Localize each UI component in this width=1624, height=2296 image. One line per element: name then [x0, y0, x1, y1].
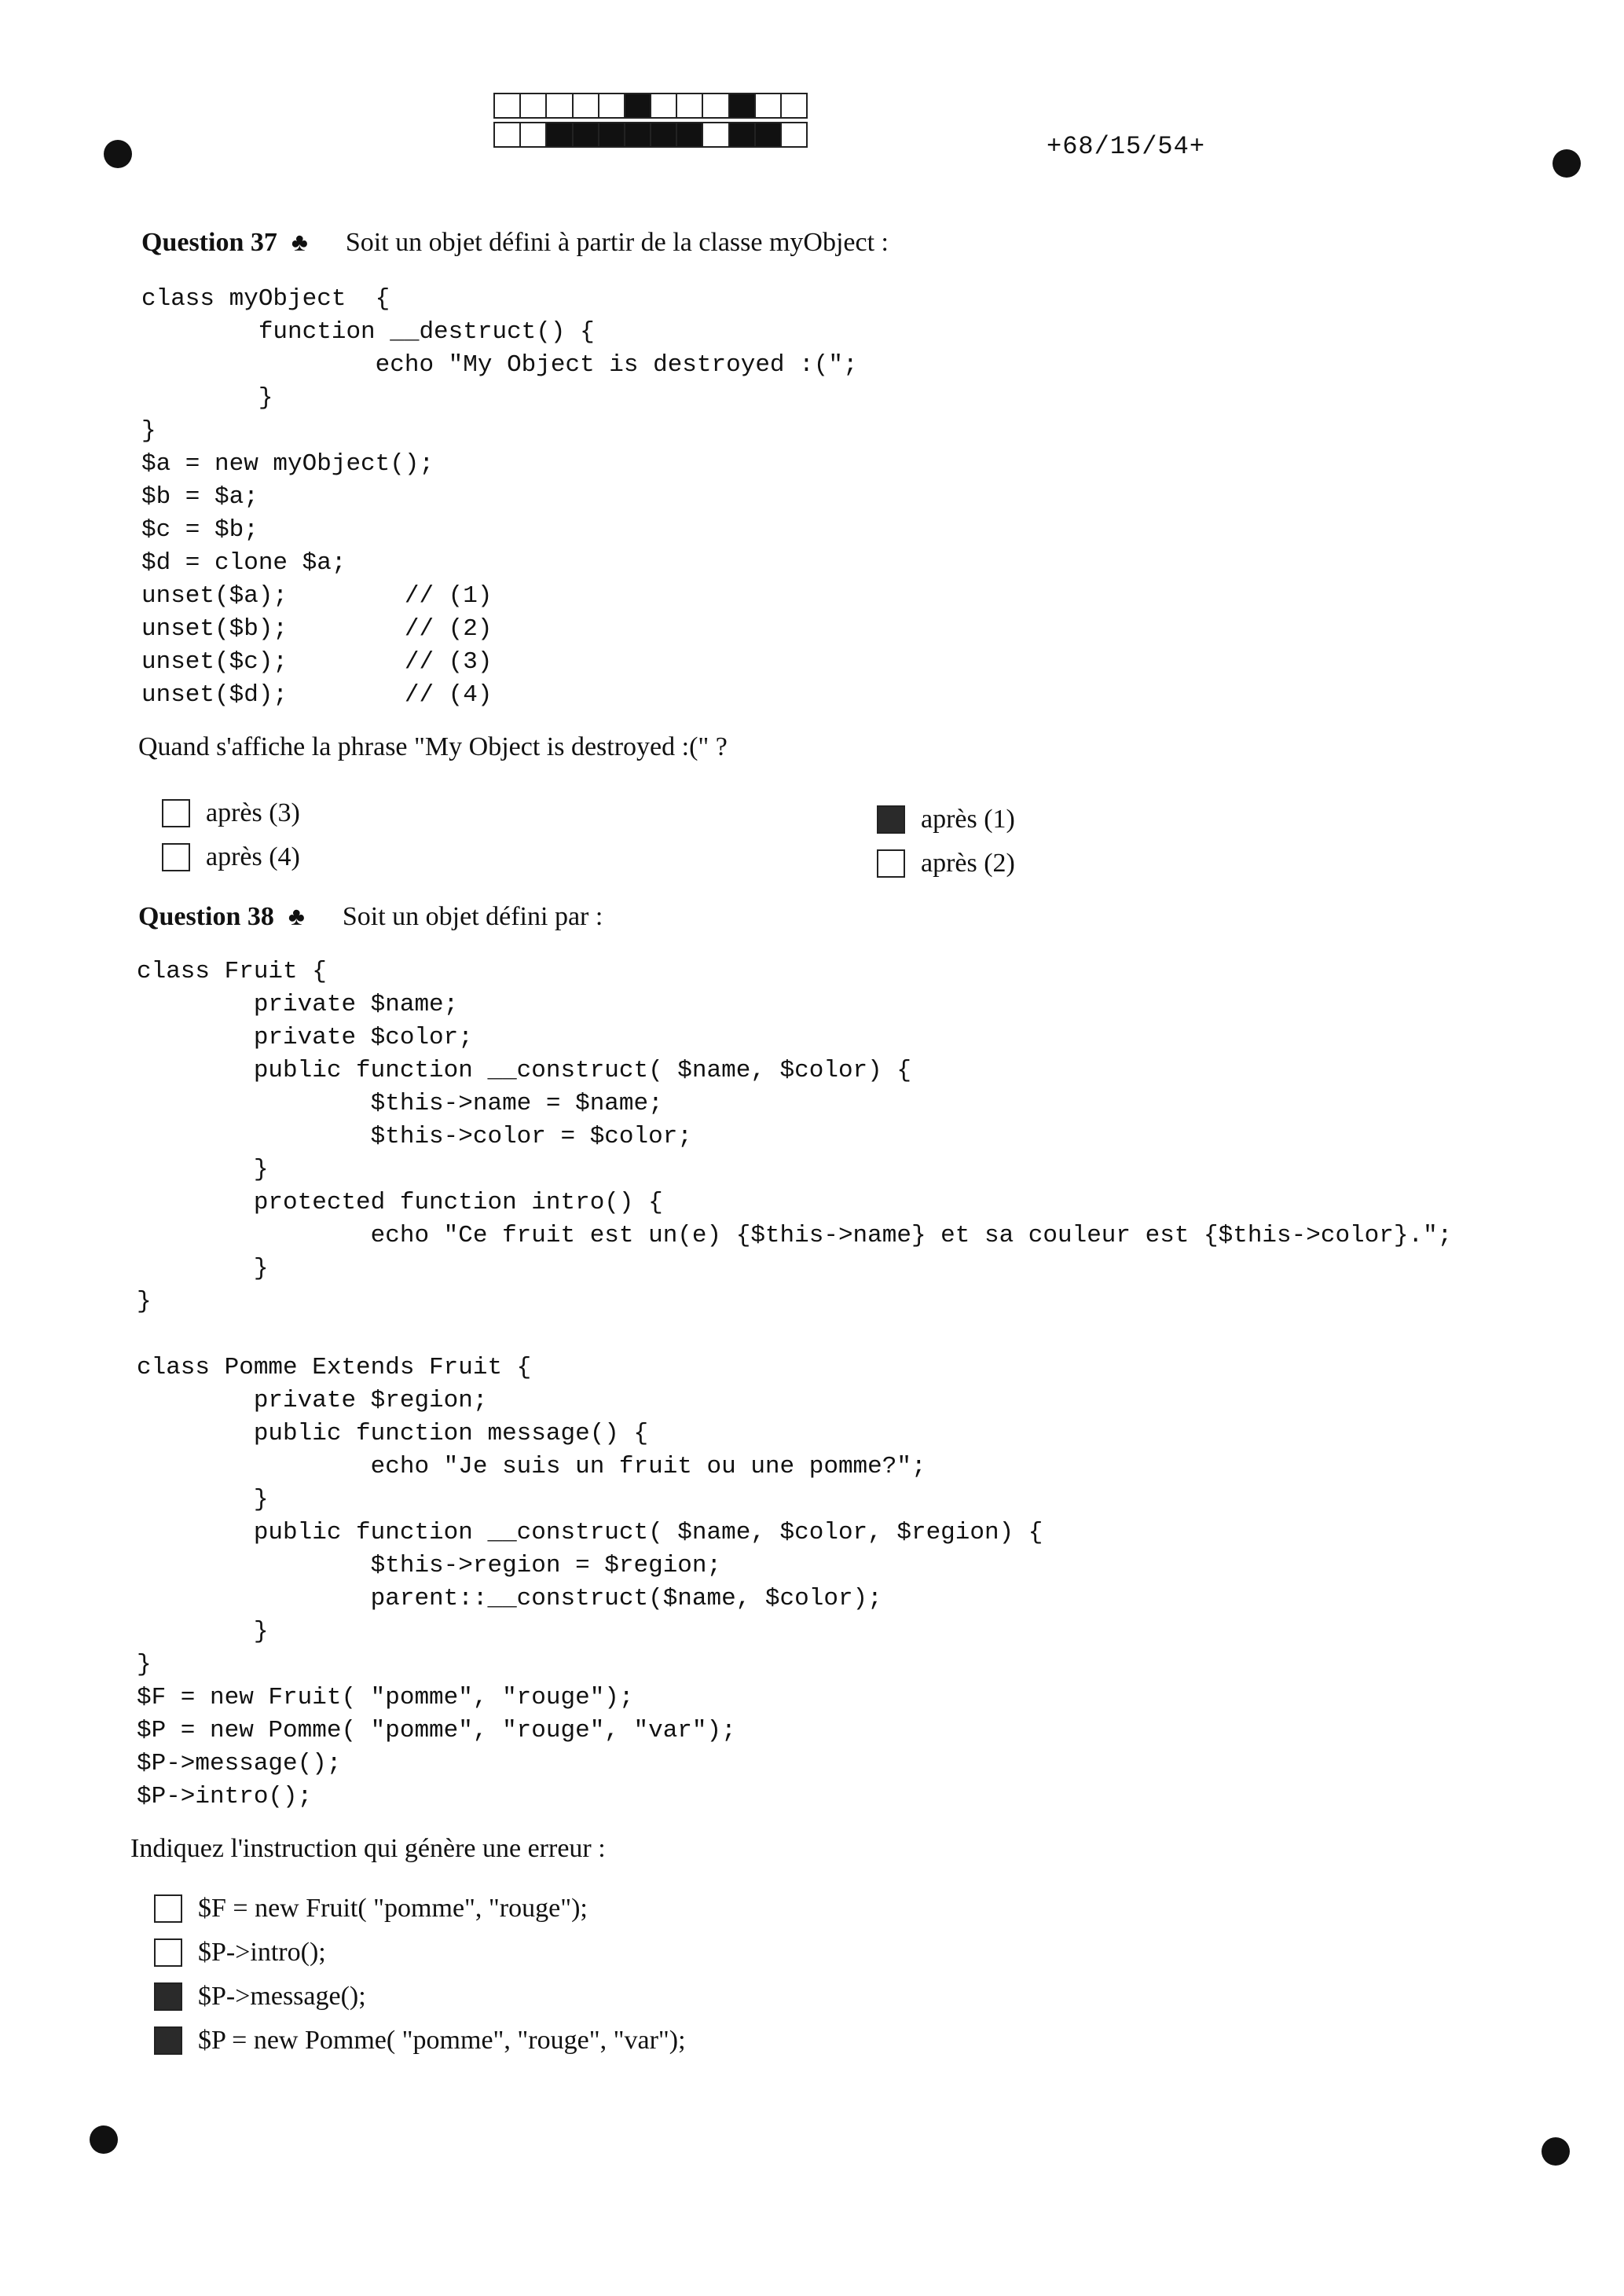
barcode-cell	[728, 122, 756, 148]
barcode-cell	[598, 122, 625, 148]
barcode-cell	[780, 122, 808, 148]
answer-choice[interactable]	[154, 1894, 588, 1924]
barcode-cell	[545, 93, 573, 119]
answer-choice[interactable]	[162, 842, 300, 872]
registration-mark-bottom-left	[90, 2125, 118, 2154]
checkbox[interactable]	[154, 1982, 182, 2011]
answer-choice[interactable]	[154, 2026, 686, 2056]
question-37-code: class myObject { function __destruct() { echo "My Object is destroyed :("; } } $a = new myObject(); $b = $a; $c = $b; $d = clone $a; unset($a); // (1) unset($b); // (2) unset($c); // (3) unset($d); // (4)	[141, 285, 858, 709]
club-icon: ♣	[288, 902, 305, 930]
answer-choice-label: après (1)	[921, 805, 1015, 834]
answer-choice[interactable]	[162, 798, 300, 828]
question-37-header	[141, 228, 889, 258]
checkbox[interactable]	[154, 1894, 182, 1923]
answer-choice-label: $F = new Fruit( "pomme", "rouge");	[198, 1894, 588, 1923]
barcode-cell	[519, 122, 547, 148]
answer-choice-label: après (2)	[921, 849, 1015, 878]
question-38-label: Question 38	[138, 902, 274, 931]
answer-choice-label: après (3)	[206, 798, 300, 827]
checkbox[interactable]	[154, 2026, 182, 2055]
barcode-cell	[493, 122, 521, 148]
answer-choice-label: $P->message();	[198, 1982, 366, 2011]
barcode-cell	[728, 93, 756, 119]
registration-mark-bottom-right	[1542, 2137, 1570, 2166]
barcode-cell	[572, 93, 599, 119]
answer-choice-label: $P->intro();	[198, 1938, 326, 1967]
barcode-cell	[493, 93, 521, 119]
question-38-text: Soit un objet défini par :	[342, 902, 603, 931]
barcode-cell	[754, 93, 782, 119]
page-identifier: +68/15/54+	[1047, 132, 1206, 161]
answer-choice[interactable]	[877, 849, 1015, 878]
checkbox[interactable]	[877, 805, 905, 834]
barcode-cell	[702, 122, 729, 148]
barcode-row-2	[493, 122, 806, 148]
barcode-cell	[624, 122, 651, 148]
barcode-cell	[572, 122, 599, 148]
question-37-prompt: Quand s'affiche la phrase "My Object is destroyed :(" ?	[138, 732, 728, 761]
answer-choice[interactable]	[877, 805, 1015, 834]
question-38-code: class Fruit { private $name; private $color; public function __construct( $name, $color) { $this->name = $name; $this->color = $color; } protected function intro() { echo "Ce fruit est un(e) {$this->name} et sa couleur est {$this->color}."; } } class Pomme Extends Fruit { private $region; public function message() { echo "Je suis un fruit ou une pomme?"; } public function __construct( $name, $color, $region) { $this->region = $region; parent::__construct($name, $color); } } $F = new Fruit( "pomme", "rouge"); $P = new Pomme( "pomme", "rouge", "var"); $P->message(); $P->intro();	[137, 958, 1453, 1810]
checkbox[interactable]	[877, 849, 905, 878]
barcode-cell	[545, 122, 573, 148]
checkbox[interactable]	[162, 799, 190, 827]
barcode-cell	[676, 93, 703, 119]
barcode-cell	[676, 122, 703, 148]
club-icon: ♣	[291, 228, 308, 256]
barcode-cell	[650, 122, 677, 148]
barcode-row-1	[493, 93, 806, 119]
barcode-cell	[624, 93, 651, 119]
barcode-cell	[754, 122, 782, 148]
barcode-cell	[519, 93, 547, 119]
checkbox[interactable]	[154, 1938, 182, 1967]
question-37-text: Soit un objet défini à partir de la classe myObject :	[345, 228, 889, 257]
question-37-label: Question 37	[141, 228, 277, 257]
barcode-cell	[702, 93, 729, 119]
answer-choice[interactable]	[154, 1982, 366, 2012]
registration-mark-top-right	[1553, 149, 1581, 178]
barcode-cell	[650, 93, 677, 119]
barcode-cell	[598, 93, 625, 119]
question-38-prompt: Indiquez l'instruction qui génère une erreur :	[130, 1834, 606, 1863]
answer-choice-label: $P = new Pomme( "pomme", "rouge", "var");	[198, 2026, 686, 2055]
answer-choice-label: après (4)	[206, 842, 300, 871]
barcode-cell	[780, 93, 808, 119]
registration-mark-top-left	[104, 140, 132, 168]
answer-choice[interactable]	[154, 1938, 326, 1968]
checkbox[interactable]	[162, 843, 190, 871]
page-barcode	[493, 93, 806, 151]
question-38-header	[138, 902, 603, 932]
